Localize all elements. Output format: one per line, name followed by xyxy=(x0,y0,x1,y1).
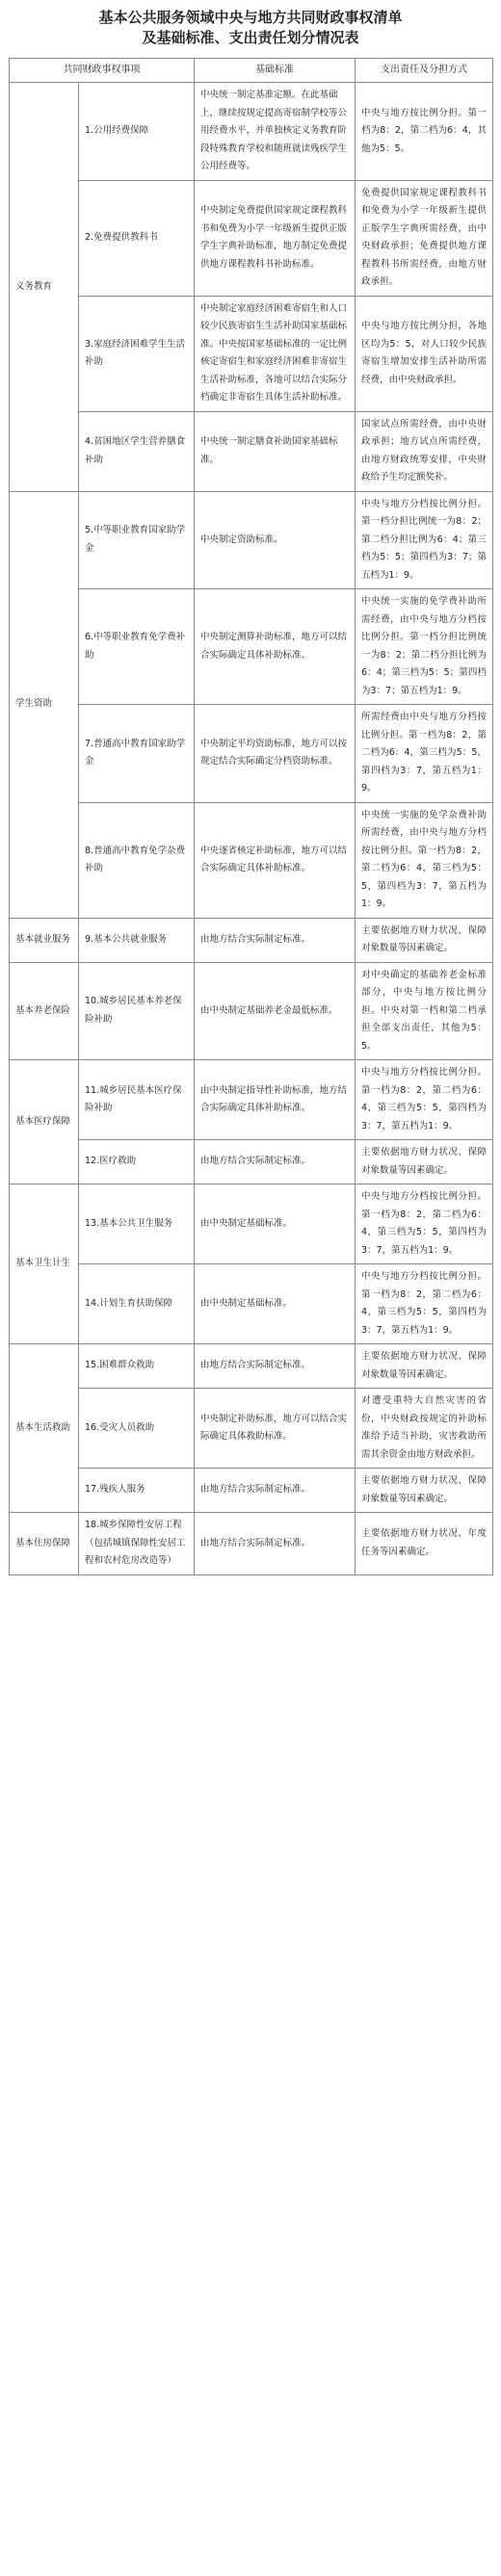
table-row xyxy=(10,1140,493,1184)
standard-cell: 由地方结合实际制定标准。 xyxy=(195,1513,356,1575)
table-row xyxy=(10,589,493,705)
responsibility-cell: 中央与地方分档按比例分担。第一档为8：2，第二档为6：4，第三档为5：5，第四档为3：7，第五档为1：9。 xyxy=(356,1184,493,1264)
item-cell: 11.城乡居民基本医疗保险补助 xyxy=(79,1060,195,1140)
category-cell: 基本生活救助 xyxy=(10,1344,79,1513)
responsibility-cell: 中央与地方分档按比例分担。第一档分担比例统一为8：2；第二档分担比例为6：4；第三档为5：5；第四档为3：7；第五档为1：9。 xyxy=(356,491,493,589)
category-cell: 学生资助 xyxy=(10,491,79,918)
responsibility-cell: 对中央确定的基础养老金标准部分，中央与地方按比例分担。中央对第一档和第二档承担全部支出责任，其他为5：5。 xyxy=(356,962,493,1060)
category-cell: 基本卫生计生 xyxy=(10,1184,79,1344)
standard-cell: 由地方结合实际制定标准。 xyxy=(195,1344,356,1389)
standard-cell: 由地方结合实际制定标准。 xyxy=(195,918,356,962)
table-row xyxy=(10,1469,493,1513)
table-row xyxy=(10,491,493,589)
table-row xyxy=(10,180,493,296)
item-cell: 12.医疗救助 xyxy=(79,1140,195,1184)
item-cell: 2.免费提供教科书 xyxy=(79,180,195,296)
header-responsibility: 支出责任及分担方式 xyxy=(356,59,493,83)
table-row xyxy=(10,918,493,962)
responsibility-cell: 中央统一实施的免学杂费补助所需经费，由中央与地方分档按比例分担。第一档为8：2，第二档为6：4，第三档为5：5，第四档为3：7，第五档为1：9。 xyxy=(356,802,493,918)
category-cell: 基本养老保险 xyxy=(10,962,79,1060)
responsibility-cell: 主要依据地方财力状况、保障对象数量等因素确定。 xyxy=(356,1140,493,1184)
responsibility-cell: 中央与地方分档按比例分担。第一档为8：2，第二档为6：4，第三档为5：5，第四档为3：7，第五档为1：9。 xyxy=(356,1060,493,1140)
title-line-1: 基本公共服务领域中央与地方共同财政事权清单 xyxy=(98,9,403,26)
table-row xyxy=(10,411,493,491)
standard-cell: 中央制定平均资助标准，地方可以按规定结合实际确定分档资助标准。 xyxy=(195,705,356,803)
standard-cell: 由中央制定基础标准。 xyxy=(195,1184,356,1264)
standard-cell: 由地方结合实际制定标准。 xyxy=(195,1469,356,1513)
responsibility-cell: 主要依据地方财力状况、保障对象数量等因素确定。 xyxy=(356,1469,493,1513)
item-cell: 10.城乡居民基本养老保险补助 xyxy=(79,962,195,1060)
item-cell: 4.贫困地区学生营养膳食补助 xyxy=(79,411,195,491)
table-row xyxy=(10,1513,493,1575)
table-row xyxy=(10,1389,493,1469)
responsibility-cell: 对遭受重特大自然灾害的省份，中央财政按规定的补助标准给予适当补助，灾害救助所需其余资金由地方财政承担。 xyxy=(356,1389,493,1469)
standard-cell: 中央逐省核定补助标准，地方可以结合实际确定具体补助标准。 xyxy=(195,802,356,918)
category-cell: 基本住房保障 xyxy=(10,1513,79,1575)
standard-cell: 由中央制定基础养老金最低标准。 xyxy=(195,962,356,1060)
standard-cell: 中央制定家庭经济困难寄宿生和人口较少民族寄宿生生活补助国家基础标准。中央按国家基础标准的一定比例核定寄宿生和家庭经济困难非寄宿生生活补助标准，各地可以结合实际分档确定非寄宿生具体生活补助标准。 xyxy=(195,296,356,411)
responsibility-cell: 中央统一实施的免学费补助所需经费，由中央与地方分档按比例分担。第一档分担比例统一为8：2；第二档分担比例为6：4；第三档为5：5；第四档为3：7；第五档为1：9。 xyxy=(356,589,493,705)
standard-cell: 中央统一制定膳食补助国家基础标准。 xyxy=(195,411,356,491)
item-cell: 15.困难群众救助 xyxy=(79,1344,195,1389)
category-cell: 义务教育 xyxy=(10,83,79,492)
standard-cell: 中央制定资助标准。 xyxy=(195,491,356,589)
item-cell: 5.中等职业教育国家助学金 xyxy=(79,491,195,589)
responsibility-cell: 中央与地方分档按比例分担。第一档为8：2，第二档为6：4，第三档为5：5，第四档为3：7，第五档为1：9。 xyxy=(356,1264,493,1344)
item-cell: 18.城乡保障性安居工程（包括城镇保障性安居工程和农村危房改造等） xyxy=(79,1513,195,1575)
item-cell: 13.基本公共卫生服务 xyxy=(79,1184,195,1264)
standard-cell: 由中央制定基础标准。 xyxy=(195,1264,356,1344)
standard-cell: 由地方结合实际制定标准。 xyxy=(195,1140,356,1184)
table-row xyxy=(10,1344,493,1389)
header-item: 共同财政事权事项 xyxy=(10,59,195,83)
table-row xyxy=(10,1060,493,1140)
responsibility-cell: 主要依据地方财力状况、年度任务等因素确定。 xyxy=(356,1513,493,1575)
responsibility-cell: 中央与地方按比例分担，各地区均为5：5，对人口较少民族寄宿生增加安排生活补助所需经费，由中央财政承担。 xyxy=(356,296,493,411)
item-cell: 7.普通高中教育国家助学金 xyxy=(79,705,195,803)
standard-cell: 中央统一制定基准定额。在此基础上，继续按规定提高寄宿制学校等公用经费水平，并单独核定义务教育阶段特殊教育学校和随班就读残疾学生公用经费等。 xyxy=(195,83,356,181)
standard-cell: 中央制定免费提供国家规定课程教科书和免费为小学一年级新生提供正版学生字典补助标准，地方制定免费提供地方课程教科书补助标准。 xyxy=(195,180,356,296)
item-cell: 16.受灾人员救助 xyxy=(79,1389,195,1469)
document-title xyxy=(0,8,501,48)
item-cell: 3.家庭经济困难学生生活补助 xyxy=(79,296,195,411)
responsibility-cell: 主要依据地方财力状况、保障对象数量等因素确定。 xyxy=(356,918,493,962)
responsibility-cell: 国家试点所需经费，由中央财政承担；地方试点所需经费，由地方财政统筹安排，中央财政给予生均定额奖补。 xyxy=(356,411,493,491)
item-cell: 8.普通高中教育免学杂费补助 xyxy=(79,802,195,918)
category-cell: 基本就业服务 xyxy=(10,918,79,962)
item-cell: 9.基本公共就业服务 xyxy=(79,918,195,962)
table-row xyxy=(10,1264,493,1344)
responsibility-cell: 免费提供国家规定课程教科书和免费为小学一年级新生提供正版学生字典所需经费，由中央财政承担；免费提供地方课程教科书所需经费，由地方财政承担。 xyxy=(356,180,493,296)
header-standard: 基础标准 xyxy=(195,59,356,83)
standard-cell: 中央制定测算补助标准，地方可以结合实际确定具体补助标准。 xyxy=(195,589,356,705)
item-cell: 17.残疾人服务 xyxy=(79,1469,195,1513)
item-cell: 6.中等职业教育免学费补助 xyxy=(79,589,195,705)
item-cell: 14.计划生育扶助保障 xyxy=(79,1264,195,1344)
table-row xyxy=(10,705,493,803)
table-row xyxy=(10,83,493,181)
item-cell: 1.公用经费保障 xyxy=(79,83,195,181)
responsibility-table xyxy=(9,58,493,1575)
title-line-2: 及基础标准、支出责任划分情况表 xyxy=(142,29,359,46)
standard-cell: 中央制定补助标准，地方可以结合实际确定具体救助标准。 xyxy=(195,1389,356,1469)
table-row xyxy=(10,296,493,411)
responsibility-cell: 中央与地方按比例分担。第一档为8：2，第二档为6：4，其他为5：5。 xyxy=(356,83,493,181)
responsibility-cell: 主要依据地方财力状况、保障对象数量等因素确定。 xyxy=(356,1344,493,1389)
standard-cell: 由中央制定指导性补助标准，地方结合实际确定具体补助标准。 xyxy=(195,1060,356,1140)
table-row xyxy=(10,802,493,918)
table-row xyxy=(10,962,493,1060)
table-body xyxy=(10,83,493,1575)
table-row xyxy=(10,1184,493,1264)
responsibility-cell: 所需经费由中央与地方分档按比例分担。第一档为8：2，第二档为6：4，第三档为5：5，第四档为3：7，第五档为1：9。 xyxy=(356,705,493,803)
category-cell: 基本医疗保障 xyxy=(10,1060,79,1184)
table-header-row xyxy=(10,59,493,83)
